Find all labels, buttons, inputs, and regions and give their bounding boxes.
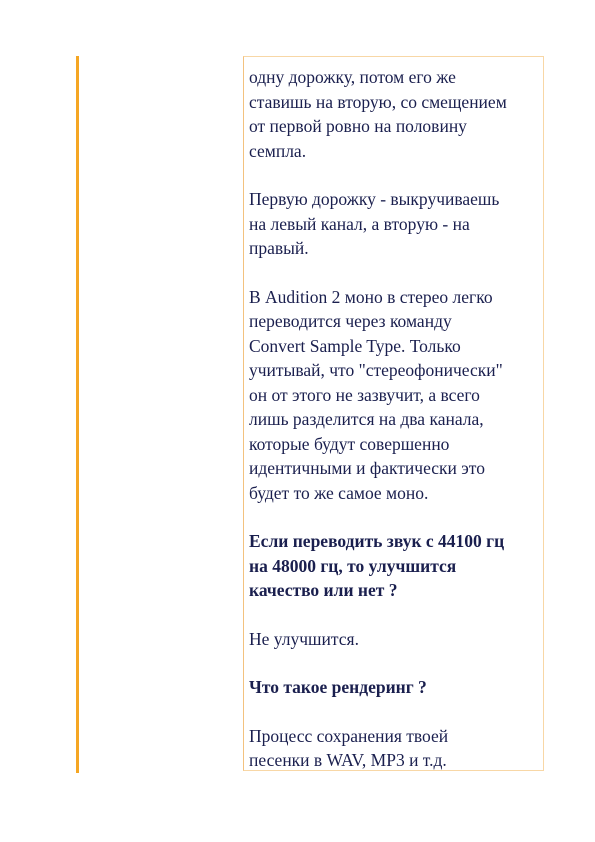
question-rendering: Что такое рендеринг ? [249, 677, 427, 697]
paragraph-audition-convert: В Audition 2 моно в стерео легко переводится через команду Convert Sample Type. Только учитывай, что "стереофонически" он от этого не зазвучит, а всего лишь разделится на два канала, которые будут совершенно идентичными и фактически это будет то же самое моно. [249, 286, 503, 503]
answer-sample-rate: Не улучшится. [249, 628, 359, 649]
paragraph-pan-channels: Первую дорожку - выкручиваешь на левый канал, а вторую - на правый. [249, 189, 500, 258]
paragraph-track-offset: одну дорожку, потом его же ставишь на вторую, со смещением от первой ровно на половину семпла. [249, 67, 507, 161]
text-frame [243, 56, 544, 771]
page-margin-line [76, 56, 79, 773]
answer-rendering: Процесс сохранения твоей песенки в WAV, MP3 и т.д. [249, 725, 449, 770]
question-sample-rate: Если переводить звук с 44100 гц на 48000 гц, то улучшится качество или нет ? [249, 531, 505, 600]
